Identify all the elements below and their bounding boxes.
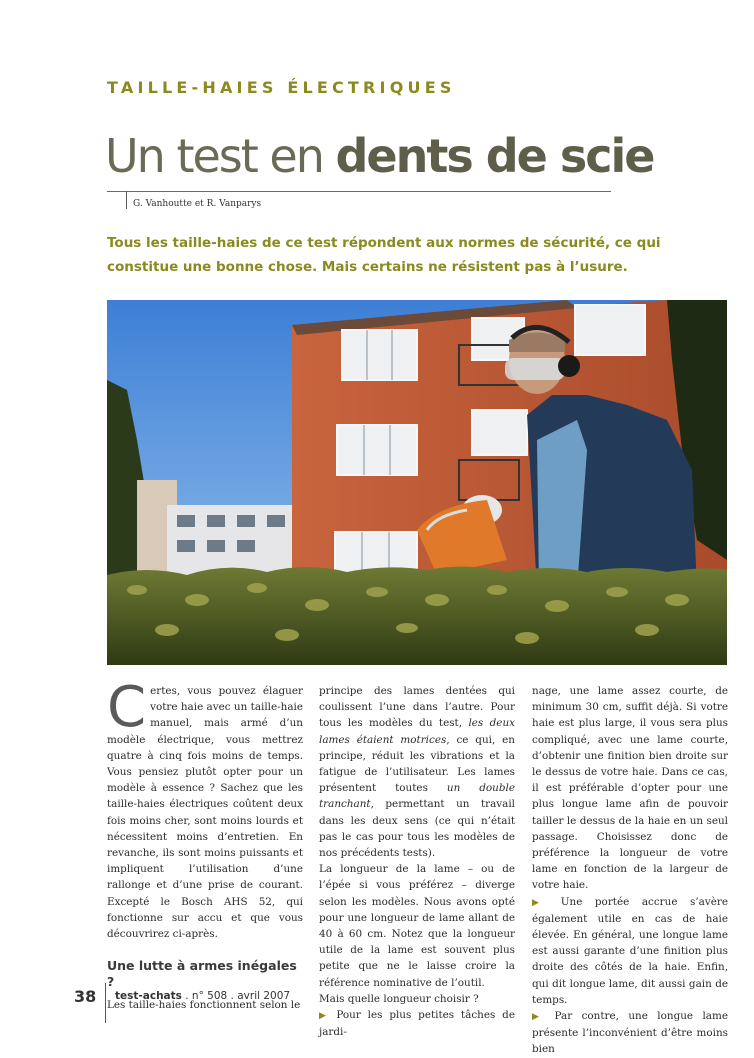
paragraph-text: Une portée accrue s’avère également utile en cas de haie élevée. En général, une longue lame est aussi garante d’une finition plus droite des côtés de la haie. Enfin, qui dit longue lame, dit aussi gain de temps. — [532, 895, 728, 1006]
byline-bar — [126, 191, 127, 209]
subhead: Une lutte à armes inégales ? — [107, 958, 297, 990]
text-run-italic: un double tranchant — [319, 782, 515, 811]
title-light: Un test en — [105, 129, 336, 183]
article-title — [105, 126, 654, 186]
byline: G. Vanhoutte et R. Vanparys — [133, 199, 262, 209]
body-paragraph: Les taille-haies fonctionnent selon le — [107, 998, 301, 1011]
title-bold: dents de scie — [335, 129, 654, 183]
footer-issue: . n° 508 . avril 2007 — [181, 990, 291, 1002]
bullet-arrow-icon: ▶ — [319, 1011, 330, 1022]
bullet-arrow-icon: ▶ — [532, 897, 549, 908]
article-photo — [107, 300, 727, 665]
text-run-italic: les deux lames étaient motrices — [319, 717, 515, 746]
body-paragraph — [319, 683, 515, 861]
body-paragraph — [107, 675, 303, 942]
body-paragraph — [532, 1008, 728, 1058]
body-paragraph: La longueur de la lame – ou de l’épée si vous préférez – diverge selon les modèles. Nous avons opté pour une longueur de lame allant de 40 à 60 cm. Notez que la longueur utile de la lame est souvent plus petite que ne le laisse croire la référence nominative de l’outil. — [319, 863, 515, 989]
text-run: principe des lames dentées qui coulissent l’une dans l’autre. Pour tous les modèles du test, — [319, 685, 515, 730]
footer-divider — [105, 983, 106, 1023]
text-run: , ce qui, en principe, réduit les vibrations et la fatigue de l’utilisateur. Les lames présentent toutes — [319, 733, 515, 795]
body-column-2 — [319, 683, 515, 1040]
paragraph-text: Par contre, une longue lame présente l’inconvénient d’être moins bien — [532, 1010, 729, 1056]
body-paragraph: Mais quelle longueur choisir ? — [319, 992, 479, 1005]
title-rule — [107, 191, 611, 192]
lede: Tous les taille-haies de ce test répondent aux normes de sécurité, ce qui constitue une bonne chose. Mais certains ne résistent pas à l’usure. — [107, 235, 661, 275]
page-number: 38 — [74, 987, 97, 1006]
footer-publication — [115, 990, 290, 1002]
body-column-3 — [532, 683, 728, 1058]
text-run: , permettant un travail dans les deux sens (ce qui n’était pas le cas pour tous les modèles de nos précédents tests). — [319, 798, 515, 860]
paragraph-text: ertes, vous pouvez élaguer votre haie avec un taille-haie manuel, mais armé d’un modèle électrique, vous mettrez quatre à cinq fois moins de temps. Vous pensiez plutôt opter pour un modèle à essence ? Sachez que les taille-haies électriques coûtent deux fois moins cher, sont moins lourds et nécessitent moins d’entretien. En revanche, ils sont moins puissants et impliquent l’utilisation d’une rallonge et d’une prise de courant. Excepté le Bosch AHS 52, qui fonctionne sur accu et que vous découvrirez ci-après. — [107, 685, 303, 941]
body-paragraph — [532, 894, 728, 1008]
bullet-arrow-icon: ▶ — [532, 1012, 546, 1023]
footer-brand: test-achats — [115, 990, 182, 1002]
section-kicker: TAILLE-HAIES ÉLECTRIQUES — [107, 78, 456, 97]
paragraph-text: Pour les plus petites tâches de jardi- — [319, 1009, 515, 1039]
body-column-1 — [107, 675, 303, 1013]
body-paragraph: nage, une lame assez courte, de minimum 30 cm, suffit déjà. Si votre haie est plus large, il vous sera plus compliqué, avec une lame courte, d’obtenir une finition bien droite sur le dessus de votre haie. Dans ce cas, il est préférable d’opter pour une plus longue lame afin de pouvoir tailler le dessus de la haie en un seul passage. Choisissez donc de préférence la longueur de votre lame en fonction de la largeur de votre haie. — [532, 685, 728, 892]
drop-cap: C — [107, 675, 147, 740]
